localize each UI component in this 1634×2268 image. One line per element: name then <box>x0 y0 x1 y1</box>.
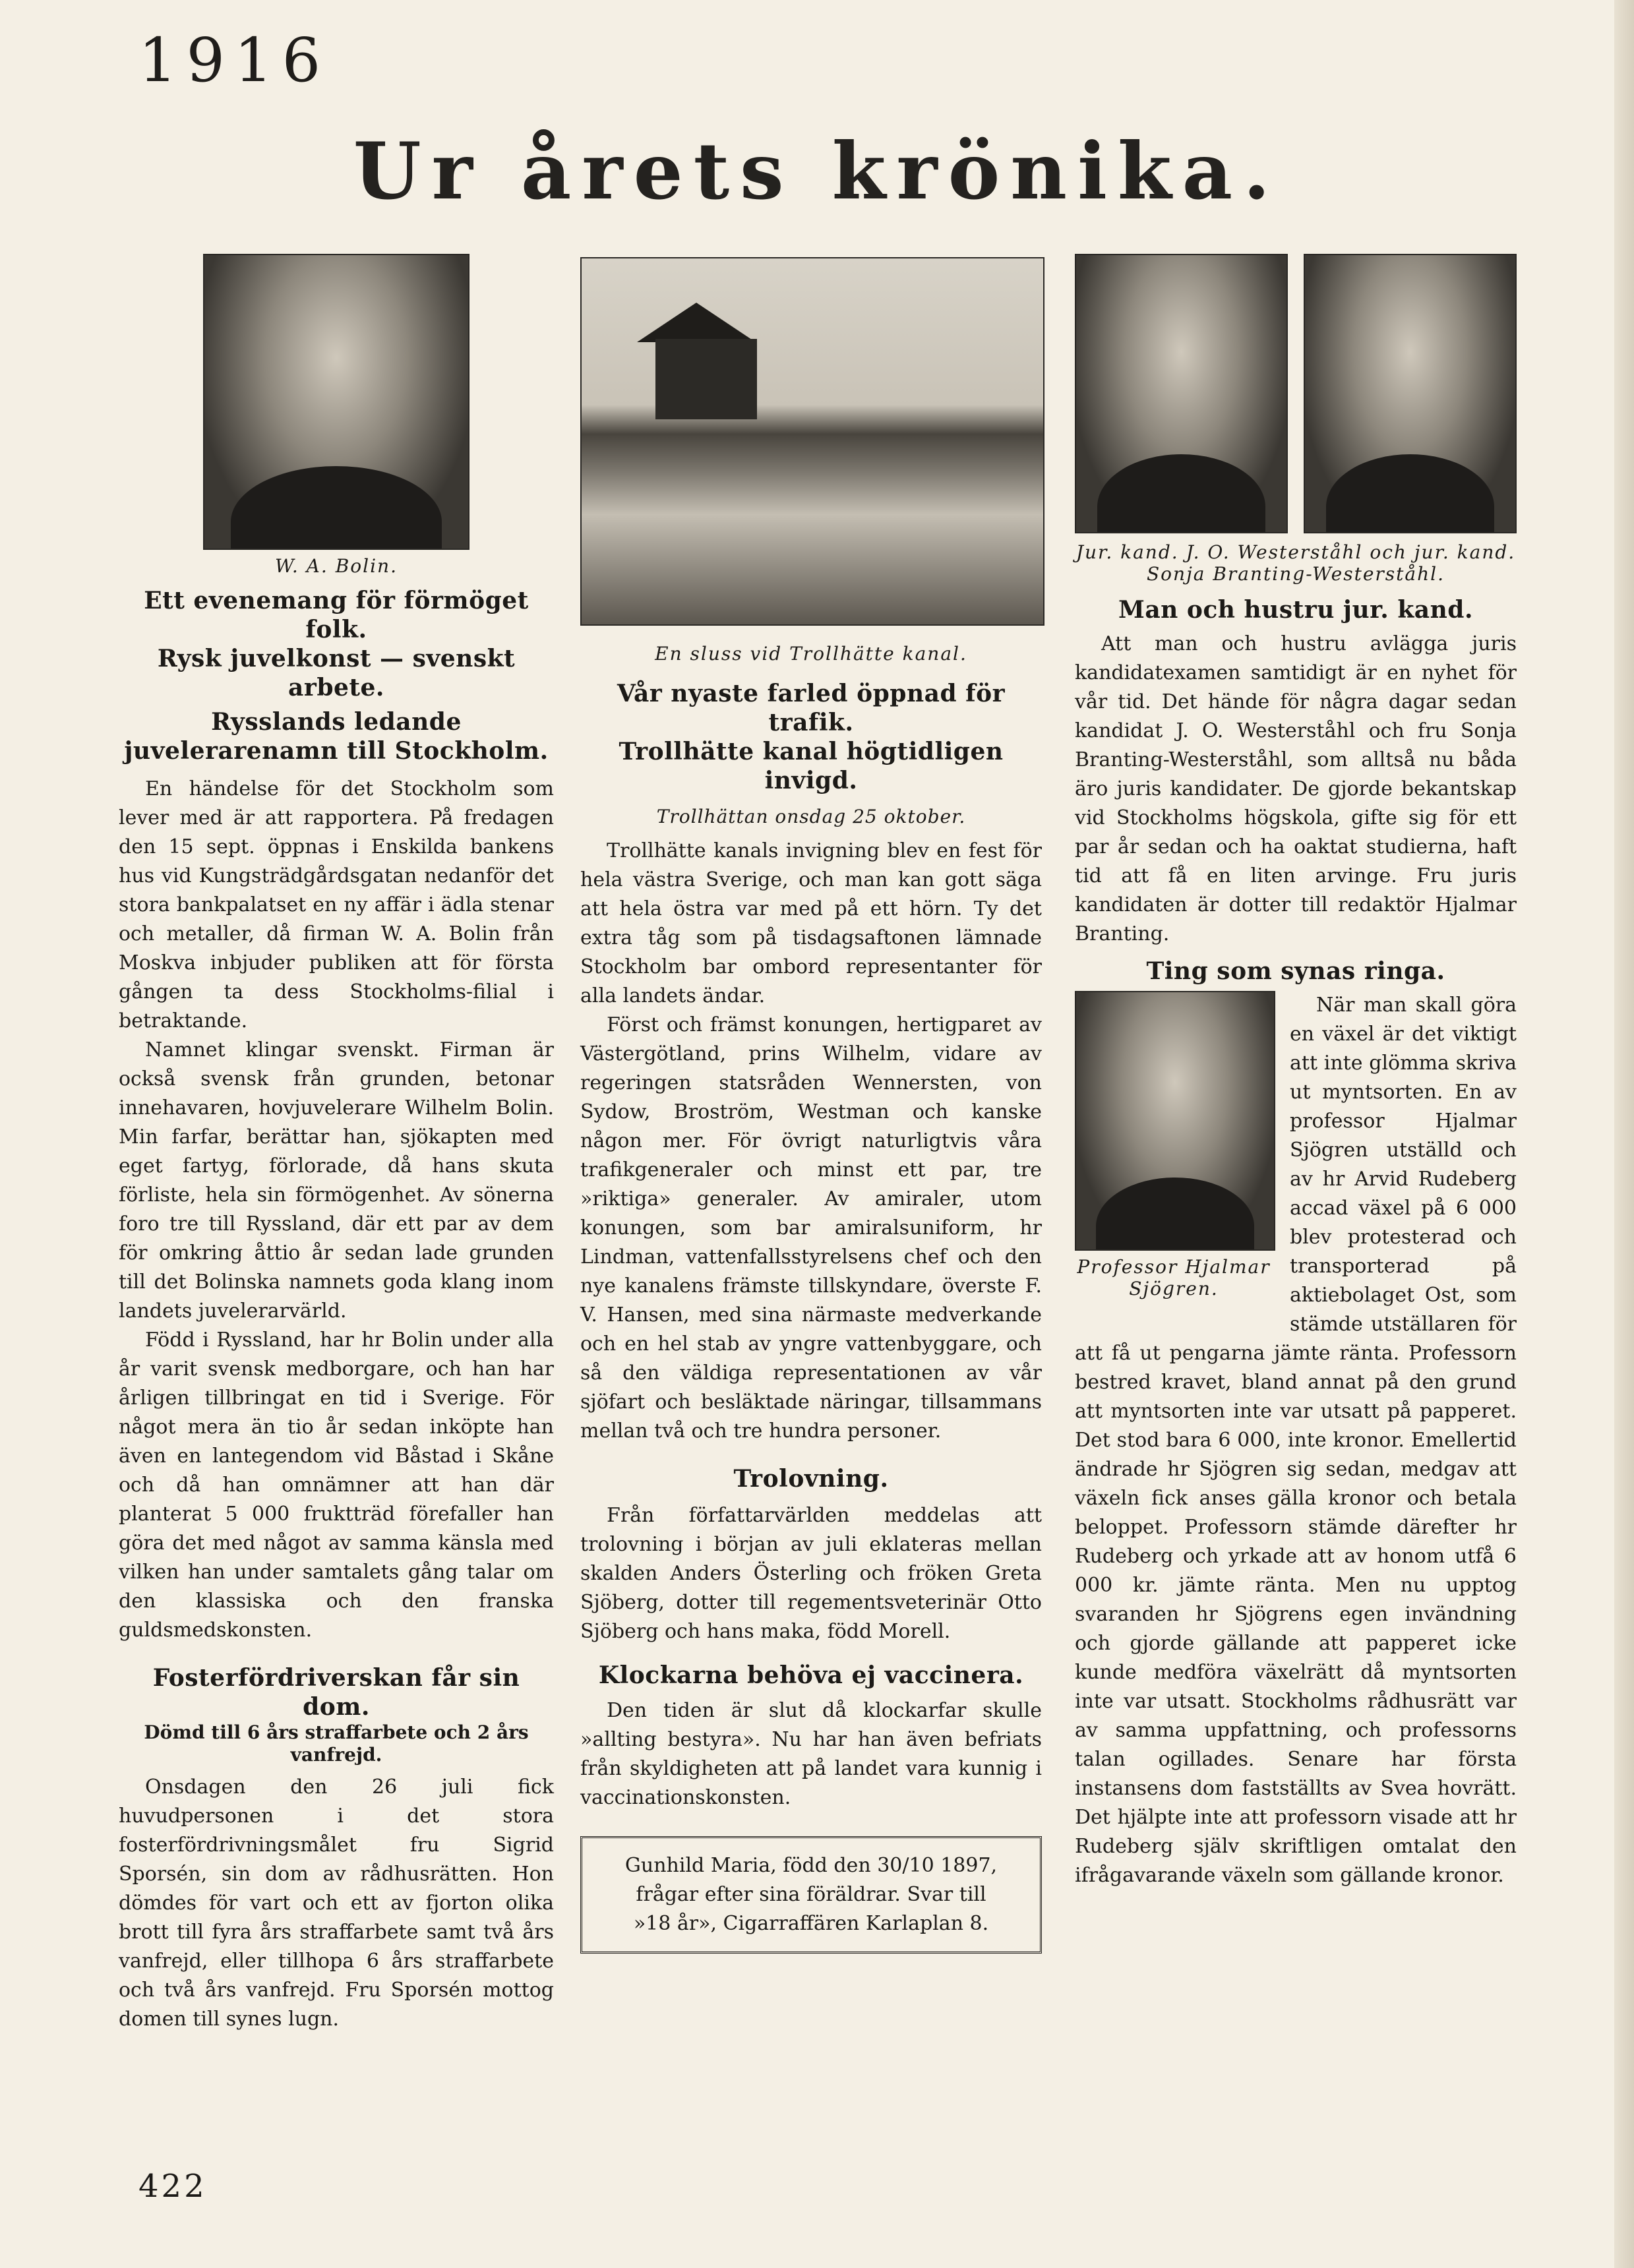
notice-line: frågar efter sina föräldrar. Svar till <box>636 1883 986 1906</box>
portrait-photo-westerstahl <box>1075 254 1288 533</box>
article-headline: Ett evenemang för förmöget folk. <box>144 587 529 643</box>
article-headline: Ting som synas ringa. <box>1146 957 1445 985</box>
notice-line: »18 år», Cigarraffären Karlaplan 8. <box>633 1912 989 1935</box>
page-title: Ur årets krönika. <box>353 125 1281 217</box>
article-headline: Trollhätte kanal högtidligen invigd. <box>619 738 1004 794</box>
portrait-photo-branting-westerstahl <box>1304 254 1517 533</box>
article-headline: Rysk juvelkonst — svenskt arbete. <box>157 645 516 701</box>
article-headline: Fosterfördriverskan får sin dom. <box>152 1664 520 1721</box>
photo-caption: W. A. Bolin. <box>275 555 398 577</box>
article-paragraph: Först och främst konungen, hertigparet av Västergötland, prins Wilhelm, vidare av regeringen statsråden Wennersten, von Sydow, Broström, Westman och kanske någon mer. För övrigt naturligtvis våra trafikgeneraler och minst ett par, tre »riktiga» generaler. Av amiraler, utom konungen, som bar amiralsuniform, hr Lindman, vattenfallsstyrelsens chef och den nye kanalens främste tillskyndare, överste F. V. Hansen, med sina närmaste medverkande och en hel stab av yngre vattenbyggare, och så den väldiga representationen av vår sjöfart och besläktade näringar, tillsammans mellan två och tre hundra personer. <box>580 1013 1042 1443</box>
column-left <box>119 254 554 2034</box>
portrait-photo-bolin <box>203 254 469 550</box>
article-headline: Rysslands ledande juvelerarenamn till Stockholm. <box>124 708 549 765</box>
article-paragraph: Den tiden är slut då klockarfar skulle »allting bestyra». Nu har han även befriats från skyldigheten att på landet vara kunnig i vaccinationskonsten. <box>580 1699 1042 1809</box>
page-number: 422 <box>138 2168 207 2205</box>
notice-box <box>580 1836 1042 1954</box>
article-paragraph: Trollhätte kanals invigning blev en fest för hela västra Sverige, och man kan gott säga att hela östra var med på ett hörn. Ty det extra tåg som på tisdagsaftonen lämnade Stockholm bar ombord representanter för alla landets ändar. <box>580 839 1042 1007</box>
photo-caption: Jur. kand. J. O. Westerståhl och jur. kand. Sonja Branting-Westerståhl. <box>1075 541 1516 585</box>
canal-photo <box>580 257 1044 626</box>
dateline: Trollhättan onsdag 25 oktober. <box>656 806 966 827</box>
article-headline: Man och hustru jur. kand. <box>1118 596 1473 624</box>
portrait-photo-sjogren <box>1075 991 1275 1251</box>
article-headline: Trolovning. <box>733 1465 889 1493</box>
page-edge <box>1614 0 1634 2268</box>
year-heading: 1916 <box>138 25 330 96</box>
column-right <box>1075 254 1517 1890</box>
article-paragraph: En händelse för det Stockholm som lever med är att rapportera. På fredagen den 15 sept. öppnas i Enskilda bankens hus vid Kungsträdgårdsgatan nedanför det stora bankpalatset en ny affär i ädla stenar och metaller, då firman W. A. Bolin från Moskva inbjuder publiken att för första gången ta dess Stockholms-filial i betraktande. <box>119 777 554 1032</box>
article-paragraph: Från författarvärlden meddelas att trolovning i början av juli eklateras mellan skalden Anders Österling och fröken Greta Sjöberg, dotter till regementsveterinär Otto Sjöberg och hans maka, född Morell. <box>580 1504 1042 1643</box>
couple-photos <box>1075 254 1517 533</box>
article-paragraph: Född i Ryssland, har hr Bolin under alla år varit svensk medborgare, och han har årligen tillbringat en tid i Sverige. För något mera än tio år sedan inköpte han även en lantegendom vid Båstad i Skåne och då han omnämner att han där planterat 5 000 fruktträd förefaller han göra det med något av samma känsla med vilken han under samtalets gång talar om den klassiska och den franska guldsmedskonsten. <box>119 1328 554 1642</box>
article-paragraph: Att man och hustru avlägga juris kandidatexamen samtidigt är en nyhet för vår tid. Det hände för några dagar sedan kandidat J. O. Westerståhl och fru Sonja Branting-Westerståhl, som alltså nu båda äro juris kandidater. De gjorde bekantskap vid Stockholms högskola, gifte sig för ett par år sedan och ha oaktat studierna, haft tid att få en liten arvinge. Fru juris kandidaten är dotter till redaktör Hjalmar Branting. <box>1075 632 1517 945</box>
article-headline: Vår nyaste farled öppnad för trafik. <box>617 680 1006 736</box>
article-paragraph: Onsdagen den 26 juli fick huvudpersonen i det stora fosterfördrivningsmålet fru Sigrid Sporsén, sin dom av rådhusrätten. Hon dömdes för vart och ett av fjorton olika brott till fyra års straffarbete samt två års vanfrejd, eller tillhopa 6 års straffarbete och två års vanfrejd. Fru Sporsén mottog domen till synes lugn. <box>119 1776 554 2031</box>
article-headline: Klockarna behöva ej vaccinera. <box>598 1661 1024 1689</box>
photo-caption: En sluss vid Trollhätte kanal. <box>655 643 967 665</box>
portrait-sjogren-block <box>1075 991 1273 1305</box>
article-subheadline: Dömd till 6 års straffarbete och 2 års vanfrejd. <box>144 1721 529 1766</box>
photo-caption: Professor Hjalmar Sjögren. <box>1077 1256 1271 1299</box>
notice-line: Gunhild Maria, född den 30/10 1897, <box>624 1854 998 1877</box>
article-paragraph: Namnet klingar svenskt. Firman är också svensk från grunden, betonar innehavaren, hovjuvelerare Wilhelm Bolin. Min farfar, berättar han, sjökapten med eget fartyg, förlorade, då hans skuta förliste, hela sin förmögenhet. Av sönerna foro tre till Ryssland, där ett par av dem för omkring åttio år sedan lade grunden till det Bolinska namnets goda klang inom landets juvelerarvärld. <box>119 1038 554 1323</box>
article-paragraph: När man skall göra en växel är det viktigt att inte glömma skriva ut myntsorten. En av professor Hjalmar Sjögren utställd och av hr Arvid Rudeberg accad växel på 6 000 blev protesterad och transporterad på aktiebolaget Ost, som stämde utställaren för att få ut pengarna jämte ränta. Professorn bestred kravet, bland annat på den grund att myntsorten inte var utsatt på papperet. Det stod bara 6 000, inte kronor. Emellertid ändrade hr Sjögren sig sedan, medgav att växeln fick anses gälla kronor och betala beloppet. Professorn stämde därefter hr Rudeberg och yrkade att av honom utfå 6 000 kr. jämte ränta. Men nu upptog svaranden hr Sjögrens egen invändning och gjorde gällande att papperet icke kunde medföra växelrätt då myntsorten inte var utsatt. Stockholms rådhusrätt var av samma uppfattning, och professorns talan ogillades. Senare har första instansens dom fastställts av Svea hovrätt. Det hjälpte inte att professorn visade att hr Rudeberg själv skriftligen omtalat den ifrågavarande växeln som gällande kronor. <box>1075 994 1517 1887</box>
column-middle <box>580 254 1042 1954</box>
